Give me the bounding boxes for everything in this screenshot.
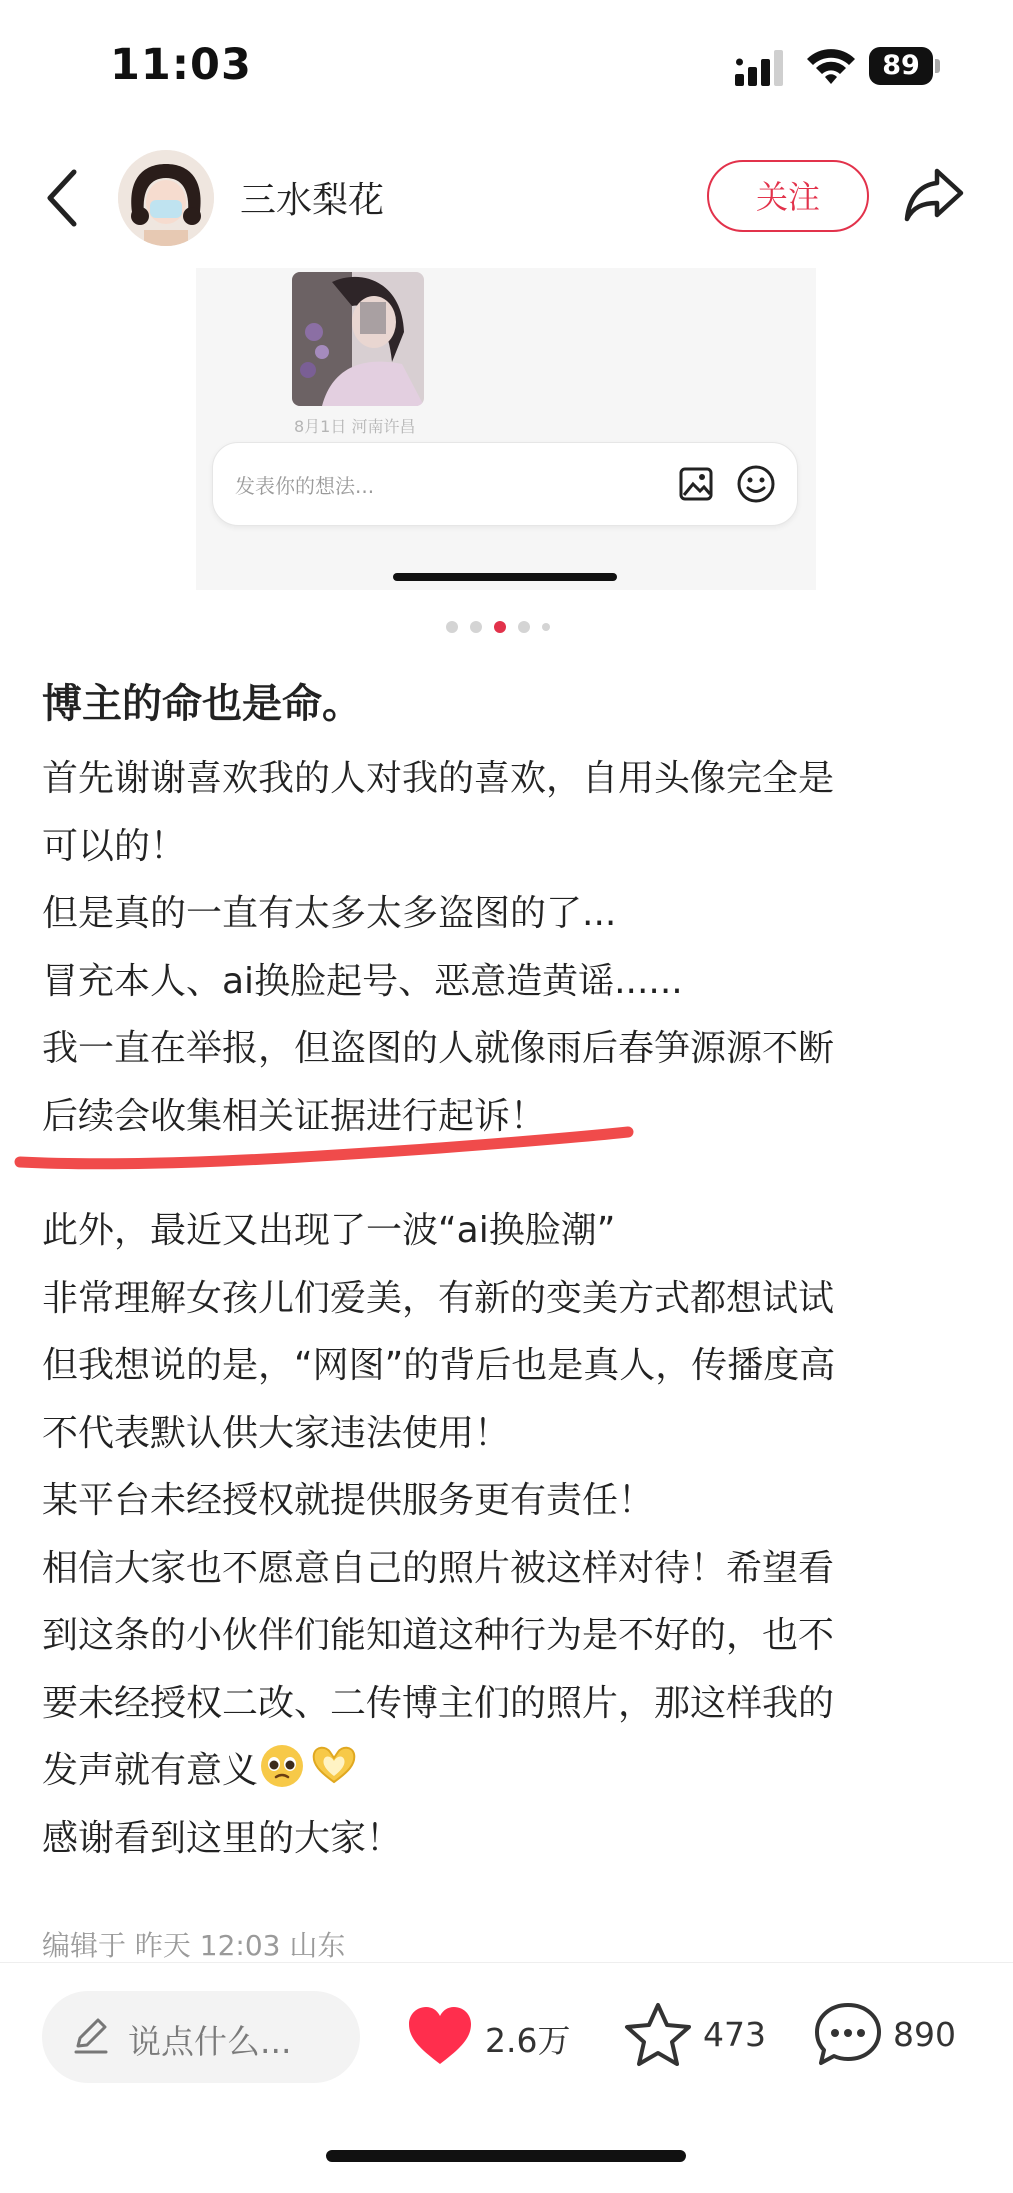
battery-indicator — [869, 47, 941, 85]
embedded-home-indicator — [393, 573, 617, 581]
divider — [0, 1962, 1013, 1963]
body-line: 可以的！ — [42, 825, 187, 867]
comment-count: 890 — [893, 2015, 956, 2054]
image-date-location: 8月1日 河南许昌 — [294, 417, 416, 436]
carousel-dot — [542, 623, 550, 631]
carousel-dot — [446, 621, 458, 633]
body-line-with-emoji — [42, 1737, 1002, 1805]
body-line: 首先谢谢喜欢我的人对我的喜欢，自用头像完全是 — [42, 758, 835, 799]
chat-bubble-icon[interactable] — [813, 2000, 883, 2068]
wifi-icon — [805, 46, 857, 86]
body-line: 要未经授权二改、二传博主们的照片，那这样我的 — [42, 1682, 835, 1724]
body-line: 到这条的小伙伴们能知道这种行为是不好的，也不 — [42, 1615, 835, 1656]
embedded-comment-placeholder: 发表你的想法... — [235, 474, 375, 498]
heart-icon[interactable] — [405, 2004, 475, 2068]
carousel-dot — [518, 621, 530, 633]
hand-drawn-underline — [0, 1110, 650, 1180]
smile-icon — [736, 464, 776, 504]
author-avatar[interactable] — [118, 150, 214, 246]
status-time: 11:03 — [110, 40, 252, 90]
edit-info: 编辑于 昨天 12:03 山东 — [42, 1929, 346, 1962]
image-thumbnail — [292, 272, 424, 406]
back-icon[interactable] — [44, 168, 80, 228]
pencil-icon — [72, 2016, 110, 2056]
body-line: 此外，最近又出现了一波“ai换脸潮” — [42, 1210, 616, 1251]
post-image[interactable] — [196, 268, 816, 590]
body-line: 后续会收集相关证据进行起诉！ — [42, 1095, 547, 1137]
post-body — [42, 745, 1002, 1872]
post-title: 博主的命也是命。 — [42, 681, 362, 727]
body-line: 非常理解女孩儿们爱美，有新的变美方式都想试试 — [42, 1277, 835, 1319]
image-icon — [678, 466, 714, 502]
follow-button[interactable]: 关注 — [707, 160, 869, 232]
favorite-count: 473 — [703, 2015, 766, 2054]
body-line-text: 发声就有意义 — [42, 1750, 259, 1791]
share-icon[interactable] — [903, 167, 965, 223]
author-name[interactable]: 三水梨花 — [240, 180, 385, 221]
comment-input-placeholder[interactable]: 说点什么... — [128, 2022, 292, 2061]
body-line: 感谢看到这里的大家！ — [42, 1817, 403, 1859]
body-line: 不代表默认供大家违法使用！ — [42, 1412, 511, 1454]
body-line: 某平台未经授权就提供服务更有责任！ — [42, 1480, 655, 1521]
body-line: 但我想说的是，“网图”的背后也是真人，传播度高 — [42, 1345, 836, 1386]
battery-level: 89 — [869, 47, 933, 85]
body-line: 相信大家也不愿意自己的照片被这样对待！希望看 — [42, 1547, 835, 1589]
cellular-signal-icon — [735, 50, 791, 86]
star-icon[interactable] — [623, 2001, 693, 2069]
carousel-dot-active — [494, 621, 506, 633]
heart-hands-emoji — [306, 1742, 362, 1790]
body-line: 冒充本人、ai换脸起号、恶意造黄谣...... — [42, 960, 683, 1002]
body-line: 但是真的一直有太多太多盗图的了... — [42, 893, 617, 934]
home-indicator — [326, 2150, 686, 2162]
like-count: 2.6万 — [485, 2021, 571, 2060]
carousel-dot — [470, 621, 482, 633]
pleading-face-emoji — [258, 1742, 306, 1790]
body-line: 我一直在举报，但盗图的人就像雨后春笋源源不断 — [42, 1028, 835, 1069]
